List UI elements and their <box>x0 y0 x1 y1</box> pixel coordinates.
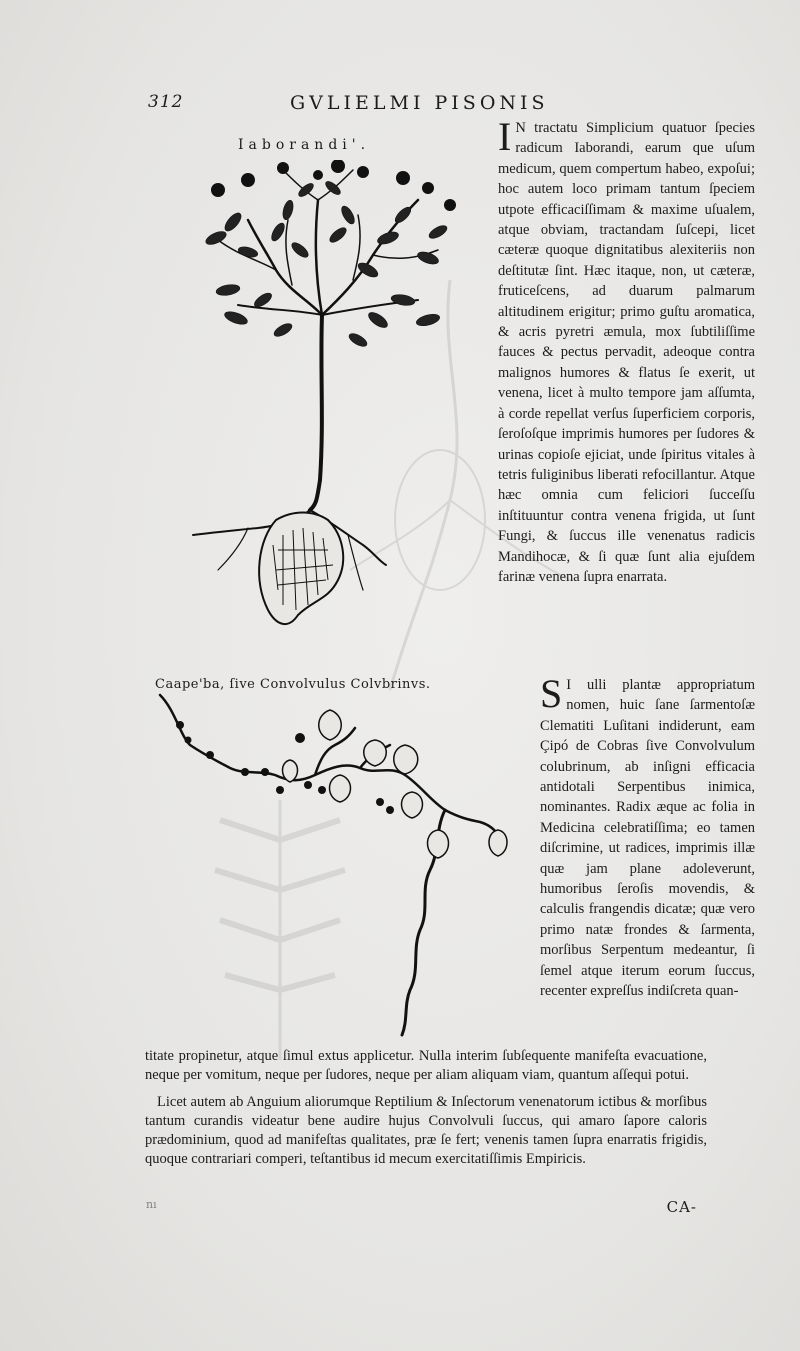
second-paragraph: Licet autem ab Anguium aliorumque Reptilium & Inſectorum venenatorum ictibus & morſibus tantum curandis videatur bene audire hujus Convolvuli ſuccus, qui amaro ſapore caloris prædominium, quod ad manifeſtas qualitates, præ ſe fert; venenis tamen ſupra enarratis frigidis, quoque contrariari comperi, teſtantibus id mecum exercitatiſſimis Empiricis. <box>145 1094 707 1167</box>
jaborandi-figure-label: Iaborandi'. <box>238 137 371 153</box>
jaborandi-plant-illustration <box>188 160 488 635</box>
jaborandi-text-column <box>498 114 755 587</box>
signature-mark: nı <box>146 1198 157 1211</box>
catchword: CA- <box>666 1198 697 1216</box>
header-title: GVLIELMI PISONIS <box>290 92 549 114</box>
page-number: 312 <box>148 92 184 112</box>
continuation-paragraph: titate propinetur, atque ſimul extus applicetur. Nulla interim ſubſequente manifeſta evacuatione, neque per vomitum, neque per ſudores, neque per aliam aliquam viam, quantum aſſequi potui. <box>145 1048 707 1083</box>
running-head <box>148 92 798 118</box>
caapeba-text-column <box>540 671 755 1002</box>
caapeba-vine-illustration <box>150 690 520 1040</box>
caapeba-continuation <box>145 1047 707 1169</box>
dropcap-s: S <box>540 671 563 716</box>
caapeba-text: I ulli plantæ appropriatum nomen, huic ſane ſarmentoſæ Clematiti Luſitani indiderunt, eam Çipó de Cobras ſive Convolvulum colubrinum, ab inſigni efficacia antidotali Serpentibus inimica, nominantes. Radix æque ac folia in Medicina celebratiſſima; eo tamen diſcrimine, ut radices, imprimis illæ quæ jam plane adoleverunt, humoribus ſeroſis movendis, & calculis frangendis dicatæ; quæ vero primo natæ frondes & ſarmenta, morſibus Serpentum medeantur, ſi ſemel atque iterum eorum ſuccus, recenter expreſſus indiſcreta quan- <box>540 677 755 1000</box>
dropcap-i: I <box>498 114 512 159</box>
caapeba-heading: Caape'ba, ſive Convolvulus Colvbrinvs. <box>155 677 431 692</box>
jaborandi-text: N tractatu Simplicium quatuor ſpecies radicum Iaborandi, earum que uſum medicum, quem compertum habeo, expoſui; hoc autem loco primam tantum ſpeciem utpote efficaciſſimam & maxime uſualem, atque obviam, tractandam ſuſcepi, licet cæteræ quoque dignitatibus alexiteriis non deſtitutæ ſint. Hæc itaque, non, ut cæteræ, fruticeſcens, ad duarum palmarum altitudinem erigitur; primo guſtu aromatica, & acris pyretri æmula, mox ſubtiliſſime fauces & pectus pervadit, adeoque contra malignos humores & flatus ſe exerit, ut venena, licet à multo tempore jam aſſumta, à corde repellat verſus ſuperficiem corporis, ſeroſoſque imprimis humores per ſudores & urinas copioſe ejiciat, unde ſpiritus vitales à tetris fuliginibus liberati refocillantur. Atque hæc omnia cum feliciori ſucceſſu inſtituuntur contra venena frigida, ut ſunt Fungi, & ſuccus ille venenatus radicis Mandihocæ, & ſi quæ ſunt alia ejuſdem farinæ venena ſupra enarrata. <box>498 120 755 585</box>
